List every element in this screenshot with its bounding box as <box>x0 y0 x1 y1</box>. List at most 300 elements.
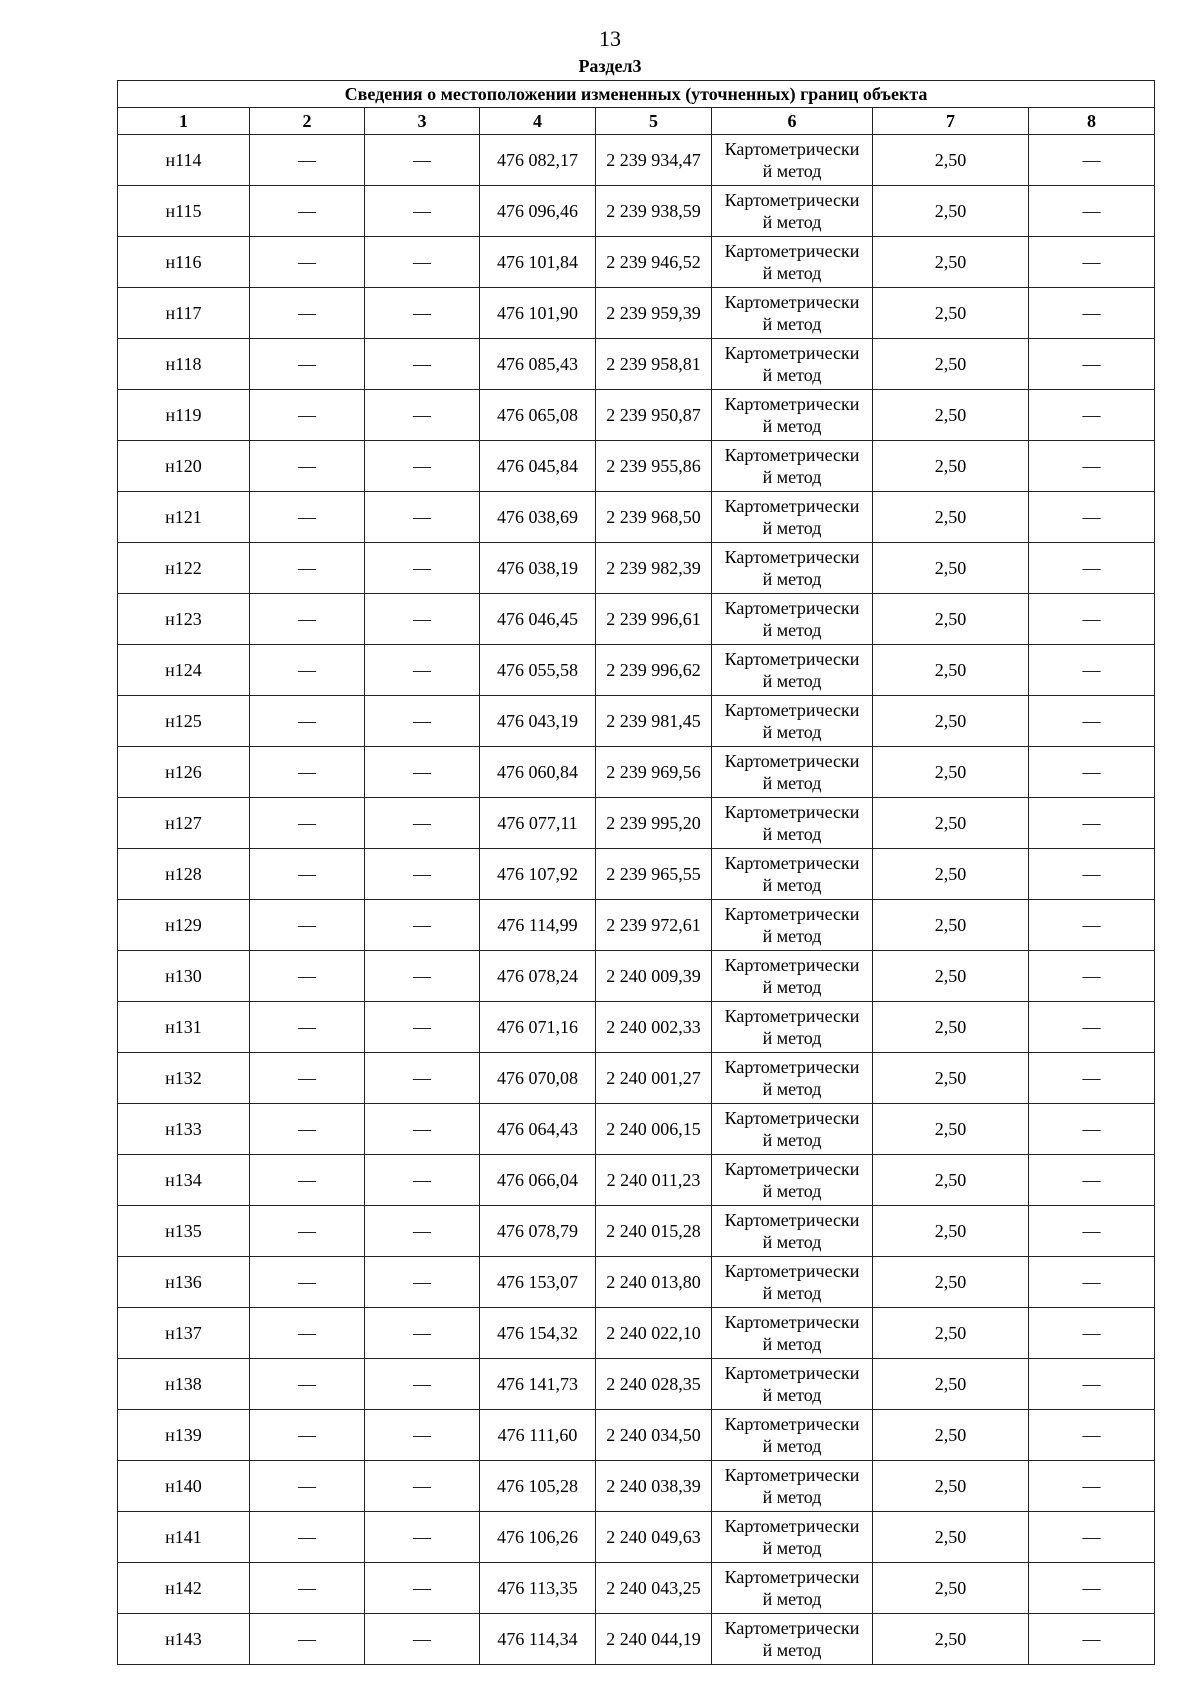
table-row <box>118 492 1155 543</box>
y-coordinate-cell: 2 240 022,10 <box>596 1308 712 1359</box>
x-coordinate-cell: 476 113,35 <box>480 1563 596 1614</box>
column-8-cell: — <box>1029 1104 1155 1155</box>
point-name-cell: н124 <box>118 645 250 696</box>
column-3-cell: — <box>365 696 480 747</box>
column-2-cell: — <box>250 390 365 441</box>
table-row <box>118 849 1155 900</box>
column-8-cell: — <box>1029 441 1155 492</box>
table-row <box>118 1053 1155 1104</box>
method-line-2: й метод <box>762 722 822 742</box>
column-8-cell: — <box>1029 1002 1155 1053</box>
method-line-1: Картометрически <box>724 853 860 873</box>
method-line-1: Картометрически <box>724 955 860 975</box>
accuracy-cell: 2,50 <box>873 1155 1029 1206</box>
x-coordinate-cell: 476 082,17 <box>480 135 596 186</box>
accuracy-cell: 2,50 <box>873 696 1029 747</box>
method-line-2: й метод <box>762 1181 822 1201</box>
table-row <box>118 747 1155 798</box>
method-line-1: Картометрически <box>724 394 860 414</box>
x-coordinate-cell: 476 107,92 <box>480 849 596 900</box>
column-3-cell: — <box>365 492 480 543</box>
method-cell <box>712 441 873 492</box>
x-coordinate-cell: 476 085,43 <box>480 339 596 390</box>
x-coordinate-cell: 476 065,08 <box>480 390 596 441</box>
y-coordinate-cell: 2 239 981,45 <box>596 696 712 747</box>
accuracy-cell: 2,50 <box>873 798 1029 849</box>
column-3-cell: — <box>365 339 480 390</box>
accuracy-cell: 2,50 <box>873 1257 1029 1308</box>
table-row <box>118 1308 1155 1359</box>
method-line-1: Картометрически <box>724 649 860 669</box>
column-8-cell: — <box>1029 339 1155 390</box>
point-name-cell: н133 <box>118 1104 250 1155</box>
method-cell <box>712 339 873 390</box>
column-3-cell: — <box>365 390 480 441</box>
y-coordinate-cell: 2 240 002,33 <box>596 1002 712 1053</box>
table-row <box>118 645 1155 696</box>
x-coordinate-cell: 476 055,58 <box>480 645 596 696</box>
column-8-cell: — <box>1029 288 1155 339</box>
method-cell <box>712 135 873 186</box>
method-line-1: Картометрически <box>724 241 860 261</box>
method-line-2: й метод <box>762 1589 822 1609</box>
table-row <box>118 798 1155 849</box>
accuracy-cell: 2,50 <box>873 1206 1029 1257</box>
column-2-cell: — <box>250 1461 365 1512</box>
method-line-2: й метод <box>762 161 822 181</box>
x-coordinate-cell: 476 043,19 <box>480 696 596 747</box>
column-number-8: 8 <box>1029 108 1155 135</box>
method-cell <box>712 186 873 237</box>
column-8-cell: — <box>1029 1257 1155 1308</box>
column-3-cell: — <box>365 1410 480 1461</box>
column-2-cell: — <box>250 1053 365 1104</box>
table-row <box>118 1206 1155 1257</box>
method-line-1: Картометрически <box>724 496 860 516</box>
method-line-1: Картометрически <box>724 547 860 567</box>
column-2-cell: — <box>250 1614 365 1665</box>
column-8-cell: — <box>1029 390 1155 441</box>
point-name-cell: н143 <box>118 1614 250 1665</box>
x-coordinate-cell: 476 114,99 <box>480 900 596 951</box>
point-name-cell: н132 <box>118 1053 250 1104</box>
point-name-cell: н123 <box>118 594 250 645</box>
column-3-cell: — <box>365 951 480 1002</box>
column-8-cell: — <box>1029 900 1155 951</box>
accuracy-cell: 2,50 <box>873 900 1029 951</box>
method-line-1: Картометрически <box>724 190 860 210</box>
column-number-3: 3 <box>365 108 480 135</box>
table-body <box>118 135 1155 1665</box>
method-line-1: Картометрически <box>724 1414 860 1434</box>
table-row <box>118 696 1155 747</box>
x-coordinate-cell: 476 060,84 <box>480 747 596 798</box>
table-row <box>118 1461 1155 1512</box>
y-coordinate-cell: 2 239 995,20 <box>596 798 712 849</box>
table-caption: Сведения о местоположении измененных (уточненных) границ объекта <box>118 81 1155 108</box>
accuracy-cell: 2,50 <box>873 1002 1029 1053</box>
column-3-cell: — <box>365 645 480 696</box>
method-line-2: й метод <box>762 365 822 385</box>
column-2-cell: — <box>250 1155 365 1206</box>
table-row <box>118 1104 1155 1155</box>
accuracy-cell: 2,50 <box>873 1308 1029 1359</box>
point-name-cell: н140 <box>118 1461 250 1512</box>
y-coordinate-cell: 2 239 996,62 <box>596 645 712 696</box>
section-title: Раздел3 <box>578 56 642 76</box>
column-2-cell: — <box>250 339 365 390</box>
method-line-2: й метод <box>762 1283 822 1303</box>
column-2-cell: — <box>250 645 365 696</box>
column-3-cell: — <box>365 1512 480 1563</box>
x-coordinate-cell: 476 078,24 <box>480 951 596 1002</box>
method-cell <box>712 1359 873 1410</box>
point-name-cell: н120 <box>118 441 250 492</box>
method-line-1: Картометрически <box>724 139 860 159</box>
column-2-cell: — <box>250 135 365 186</box>
accuracy-cell: 2,50 <box>873 135 1029 186</box>
column-3-cell: — <box>365 237 480 288</box>
method-line-1: Картометрически <box>724 1108 860 1128</box>
method-line-2: й метод <box>762 773 822 793</box>
column-3-cell: — <box>365 1257 480 1308</box>
table-row <box>118 186 1155 237</box>
method-line-1: Картометрически <box>724 1567 860 1587</box>
y-coordinate-cell: 2 240 028,35 <box>596 1359 712 1410</box>
column-2-cell: — <box>250 594 365 645</box>
method-line-2: й метод <box>762 518 822 538</box>
method-cell <box>712 1002 873 1053</box>
method-line-2: й метод <box>762 1436 822 1456</box>
y-coordinate-cell: 2 239 958,81 <box>596 339 712 390</box>
table-row <box>118 1002 1155 1053</box>
accuracy-cell: 2,50 <box>873 951 1029 1002</box>
point-name-cell: н117 <box>118 288 250 339</box>
x-coordinate-cell: 476 154,32 <box>480 1308 596 1359</box>
table-row <box>118 441 1155 492</box>
method-line-2: й метод <box>762 875 822 895</box>
accuracy-cell: 2,50 <box>873 1563 1029 1614</box>
column-2-cell: — <box>250 1002 365 1053</box>
column-3-cell: — <box>365 900 480 951</box>
method-line-1: Картометрически <box>724 1006 860 1026</box>
method-line-1: Картометрически <box>724 1210 860 1230</box>
y-coordinate-cell: 2 239 946,52 <box>596 237 712 288</box>
y-coordinate-cell: 2 240 013,80 <box>596 1257 712 1308</box>
method-line-2: й метод <box>762 1028 822 1048</box>
method-line-2: й метод <box>762 926 822 946</box>
method-cell <box>712 1104 873 1155</box>
point-name-cell: н115 <box>118 186 250 237</box>
column-2-cell: — <box>250 849 365 900</box>
column-3-cell: — <box>365 594 480 645</box>
table-row <box>118 1410 1155 1461</box>
y-coordinate-cell: 2 240 043,25 <box>596 1563 712 1614</box>
y-coordinate-cell: 2 240 006,15 <box>596 1104 712 1155</box>
method-line-2: й метод <box>762 824 822 844</box>
method-line-2: й метод <box>762 416 822 436</box>
column-8-cell: — <box>1029 1359 1155 1410</box>
accuracy-cell: 2,50 <box>873 441 1029 492</box>
method-line-1: Картометрически <box>724 751 860 771</box>
method-line-2: й метод <box>762 467 822 487</box>
y-coordinate-cell: 2 240 044,19 <box>596 1614 712 1665</box>
column-8-cell: — <box>1029 645 1155 696</box>
column-8-cell: — <box>1029 951 1155 1002</box>
x-coordinate-cell: 476 077,11 <box>480 798 596 849</box>
column-2-cell: — <box>250 1359 365 1410</box>
method-cell <box>712 1410 873 1461</box>
y-coordinate-cell: 2 240 009,39 <box>596 951 712 1002</box>
method-cell <box>712 1614 873 1665</box>
point-name-cell: н134 <box>118 1155 250 1206</box>
point-name-cell: н122 <box>118 543 250 594</box>
accuracy-cell: 2,50 <box>873 237 1029 288</box>
column-8-cell: — <box>1029 543 1155 594</box>
x-coordinate-cell: 476 111,60 <box>480 1410 596 1461</box>
x-coordinate-cell: 476 106,26 <box>480 1512 596 1563</box>
method-line-1: Картометрически <box>724 904 860 924</box>
column-8-cell: — <box>1029 1410 1155 1461</box>
accuracy-cell: 2,50 <box>873 186 1029 237</box>
method-line-1: Картометрически <box>724 1159 860 1179</box>
table-row <box>118 543 1155 594</box>
column-8-cell: — <box>1029 1155 1155 1206</box>
x-coordinate-cell: 476 105,28 <box>480 1461 596 1512</box>
method-cell <box>712 1155 873 1206</box>
table-row <box>118 1512 1155 1563</box>
x-coordinate-cell: 476 078,79 <box>480 1206 596 1257</box>
method-line-2: й метод <box>762 1538 822 1558</box>
point-name-cell: н119 <box>118 390 250 441</box>
table-row <box>118 1614 1155 1665</box>
method-line-1: Картометрически <box>724 1057 860 1077</box>
method-line-2: й метод <box>762 1130 822 1150</box>
column-2-cell: — <box>250 798 365 849</box>
column-2-cell: — <box>250 1104 365 1155</box>
y-coordinate-cell: 2 240 049,63 <box>596 1512 712 1563</box>
accuracy-cell: 2,50 <box>873 849 1029 900</box>
column-3-cell: — <box>365 1002 480 1053</box>
method-line-2: й метод <box>762 569 822 589</box>
y-coordinate-cell: 2 239 982,39 <box>596 543 712 594</box>
method-cell <box>712 1512 873 1563</box>
x-coordinate-cell: 476 071,16 <box>480 1002 596 1053</box>
y-coordinate-cell: 2 239 969,56 <box>596 747 712 798</box>
accuracy-cell: 2,50 <box>873 543 1029 594</box>
column-3-cell: — <box>365 1104 480 1155</box>
table-row <box>118 1257 1155 1308</box>
column-8-cell: — <box>1029 135 1155 186</box>
column-3-cell: — <box>365 135 480 186</box>
column-3-cell: — <box>365 1614 480 1665</box>
point-name-cell: н121 <box>118 492 250 543</box>
y-coordinate-cell: 2 239 959,39 <box>596 288 712 339</box>
method-line-1: Картометрически <box>724 802 860 822</box>
x-coordinate-cell: 476 101,90 <box>480 288 596 339</box>
accuracy-cell: 2,50 <box>873 645 1029 696</box>
column-8-cell: — <box>1029 1053 1155 1104</box>
method-cell <box>712 543 873 594</box>
boundary-table <box>117 80 1155 1665</box>
column-8-cell: — <box>1029 798 1155 849</box>
table-row <box>118 900 1155 951</box>
column-2-cell: — <box>250 492 365 543</box>
column-3-cell: — <box>365 543 480 594</box>
point-name-cell: н138 <box>118 1359 250 1410</box>
column-8-cell: — <box>1029 237 1155 288</box>
method-line-2: й метод <box>762 1079 822 1099</box>
column-3-cell: — <box>365 186 480 237</box>
column-8-cell: — <box>1029 1563 1155 1614</box>
method-line-1: Картометрически <box>724 1618 860 1638</box>
method-line-1: Картометрически <box>724 292 860 312</box>
x-coordinate-cell: 476 066,04 <box>480 1155 596 1206</box>
method-cell <box>712 798 873 849</box>
table-row <box>118 339 1155 390</box>
column-3-cell: — <box>365 1563 480 1614</box>
y-coordinate-cell: 2 239 934,47 <box>596 135 712 186</box>
y-coordinate-cell: 2 240 034,50 <box>596 1410 712 1461</box>
column-8-cell: — <box>1029 1614 1155 1665</box>
y-coordinate-cell: 2 239 965,55 <box>596 849 712 900</box>
column-number-5: 5 <box>596 108 712 135</box>
point-name-cell: н118 <box>118 339 250 390</box>
x-coordinate-cell: 476 038,69 <box>480 492 596 543</box>
point-name-cell: н139 <box>118 1410 250 1461</box>
method-cell <box>712 390 873 441</box>
method-line-1: Картометрически <box>724 343 860 363</box>
column-8-cell: — <box>1029 696 1155 747</box>
x-coordinate-cell: 476 114,34 <box>480 1614 596 1665</box>
column-8-cell: — <box>1029 1308 1155 1359</box>
column-8-cell: — <box>1029 594 1155 645</box>
point-name-cell: н116 <box>118 237 250 288</box>
method-line-2: й метод <box>762 1232 822 1252</box>
method-line-1: Картометрически <box>724 700 860 720</box>
method-line-2: й метод <box>762 212 822 232</box>
accuracy-cell: 2,50 <box>873 1053 1029 1104</box>
method-line-2: й метод <box>762 1334 822 1354</box>
accuracy-cell: 2,50 <box>873 339 1029 390</box>
point-name-cell: н137 <box>118 1308 250 1359</box>
method-cell <box>712 696 873 747</box>
method-cell <box>712 1308 873 1359</box>
column-number-row <box>118 108 1155 135</box>
accuracy-cell: 2,50 <box>873 1614 1029 1665</box>
x-coordinate-cell: 476 070,08 <box>480 1053 596 1104</box>
column-3-cell: — <box>365 1053 480 1104</box>
x-coordinate-cell: 476 038,19 <box>480 543 596 594</box>
point-name-cell: н141 <box>118 1512 250 1563</box>
point-name-cell: н136 <box>118 1257 250 1308</box>
column-8-cell: — <box>1029 849 1155 900</box>
column-3-cell: — <box>365 1359 480 1410</box>
column-2-cell: — <box>250 186 365 237</box>
point-name-cell: н131 <box>118 1002 250 1053</box>
column-2-cell: — <box>250 900 365 951</box>
method-line-1: Картометрически <box>724 1363 860 1383</box>
method-cell <box>712 594 873 645</box>
method-line-2: й метод <box>762 977 822 997</box>
column-2-cell: — <box>250 288 365 339</box>
method-line-2: й метод <box>762 1487 822 1507</box>
point-name-cell: н142 <box>118 1563 250 1614</box>
x-coordinate-cell: 476 096,46 <box>480 186 596 237</box>
y-coordinate-cell: 2 240 015,28 <box>596 1206 712 1257</box>
accuracy-cell: 2,50 <box>873 288 1029 339</box>
x-coordinate-cell: 476 046,45 <box>480 594 596 645</box>
method-cell <box>712 492 873 543</box>
x-coordinate-cell: 476 141,73 <box>480 1359 596 1410</box>
column-8-cell: — <box>1029 1461 1155 1512</box>
point-name-cell: н126 <box>118 747 250 798</box>
method-line-2: й метод <box>762 1385 822 1405</box>
accuracy-cell: 2,50 <box>873 747 1029 798</box>
accuracy-cell: 2,50 <box>873 492 1029 543</box>
column-2-cell: — <box>250 1257 365 1308</box>
x-coordinate-cell: 476 045,84 <box>480 441 596 492</box>
method-cell <box>712 900 873 951</box>
point-name-cell: н135 <box>118 1206 250 1257</box>
method-line-2: й метод <box>762 263 822 283</box>
y-coordinate-cell: 2 239 950,87 <box>596 390 712 441</box>
y-coordinate-cell: 2 239 938,59 <box>596 186 712 237</box>
method-line-2: й метод <box>762 1640 822 1660</box>
table-row <box>118 1359 1155 1410</box>
method-cell <box>712 1563 873 1614</box>
table-row <box>118 1155 1155 1206</box>
x-coordinate-cell: 476 101,84 <box>480 237 596 288</box>
column-number-1: 1 <box>118 108 250 135</box>
y-coordinate-cell: 2 239 972,61 <box>596 900 712 951</box>
method-cell <box>712 1053 873 1104</box>
column-number-2: 2 <box>250 108 365 135</box>
column-3-cell: — <box>365 441 480 492</box>
column-number-7: 7 <box>873 108 1029 135</box>
point-name-cell: н125 <box>118 696 250 747</box>
accuracy-cell: 2,50 <box>873 390 1029 441</box>
column-2-cell: — <box>250 1206 365 1257</box>
column-8-cell: — <box>1029 747 1155 798</box>
method-cell <box>712 1257 873 1308</box>
y-coordinate-cell: 2 240 011,23 <box>596 1155 712 1206</box>
column-number-4: 4 <box>480 108 596 135</box>
column-3-cell: — <box>365 1206 480 1257</box>
accuracy-cell: 2,50 <box>873 1512 1029 1563</box>
point-name-cell: н129 <box>118 900 250 951</box>
accuracy-cell: 2,50 <box>873 1410 1029 1461</box>
y-coordinate-cell: 2 240 038,39 <box>596 1461 712 1512</box>
x-coordinate-cell: 476 153,07 <box>480 1257 596 1308</box>
method-line-1: Картометрически <box>724 1312 860 1332</box>
table-row <box>118 390 1155 441</box>
column-3-cell: — <box>365 1461 480 1512</box>
table-row <box>118 594 1155 645</box>
y-coordinate-cell: 2 239 968,50 <box>596 492 712 543</box>
method-line-1: Картометрически <box>724 445 860 465</box>
method-line-1: Картометрически <box>724 1261 860 1281</box>
method-cell <box>712 747 873 798</box>
method-line-1: Картометрически <box>724 1516 860 1536</box>
column-8-cell: — <box>1029 492 1155 543</box>
method-line-2: й метод <box>762 314 822 334</box>
column-2-cell: — <box>250 1410 365 1461</box>
method-cell <box>712 849 873 900</box>
method-cell <box>712 951 873 1002</box>
column-2-cell: — <box>250 696 365 747</box>
y-coordinate-cell: 2 240 001,27 <box>596 1053 712 1104</box>
